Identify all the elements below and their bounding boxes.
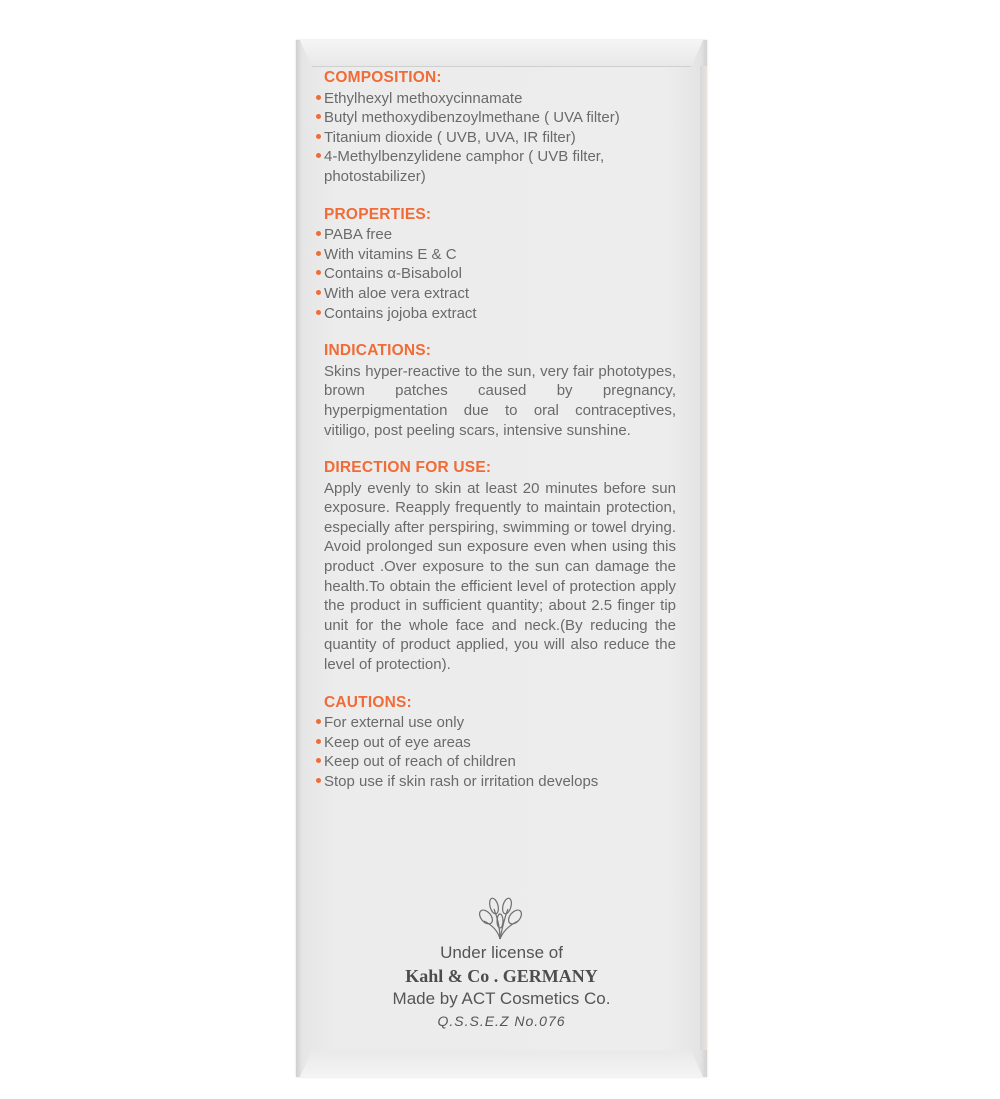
box-side-edge <box>700 66 707 1050</box>
list-item: Butyl methoxydibenzoylmethane ( UVA filter) <box>316 108 676 128</box>
license-text: Under license of <box>440 943 563 962</box>
list-item: For external use only <box>316 713 676 733</box>
bullet-icon <box>316 231 321 236</box>
direction-section <box>316 458 676 675</box>
list-item: Contains α-Bisabolol <box>316 264 676 284</box>
maker-text: Made by ACT Cosmetics Co. <box>392 989 611 1008</box>
indications-heading: INDICATIONS: <box>324 342 432 360</box>
list-item: Ethylhexyl methoxycinnamate <box>316 89 676 109</box>
indications-section <box>316 341 676 440</box>
direction-heading: DIRECTION FOR USE: <box>324 459 492 477</box>
properties-list <box>316 225 676 323</box>
bullet-icon <box>316 310 321 315</box>
bullet-icon <box>316 270 321 275</box>
bullet-icon <box>316 719 321 724</box>
list-item: Keep out of reach of children <box>316 752 676 772</box>
bullet-icon <box>316 134 321 139</box>
list-item: Titanium dioxide ( UVB, UVA, IR filter) <box>316 128 676 148</box>
bullet-icon <box>316 290 321 295</box>
bullet-icon <box>316 758 321 763</box>
flower-logo-icon <box>470 895 530 945</box>
list-item: PABA free <box>316 225 676 245</box>
cautions-heading: CAUTIONS: <box>324 693 412 711</box>
manufacturer-info <box>296 942 707 1032</box>
list-item: Stop use if skin rash or irritation develops <box>316 772 676 792</box>
bullet-icon <box>316 778 321 783</box>
direction-text: Apply evenly to skin at least 20 minutes before sun exposure. Reapply frequently to maintain protection, especially after perspiring, swimming or towel drying. Avoid prolonged sun exposure even when using this product .Over exposure to the sun can damage the health.To obtain the efficient level of protection apply the product in sufficient quantity; about 2.5 finger tip unit for the whole face and neck.(By reducing the quantity of product applied, you will also reduce the level of protection). <box>324 479 676 674</box>
list-item: 4-Methylbenzylidene camphor ( UVB filter, photostabilizer) <box>316 147 676 186</box>
label-text <box>316 68 676 810</box>
bullet-icon <box>316 114 321 119</box>
license-code: Q.S.S.E.Z No.076 <box>437 1013 566 1029</box>
properties-heading: PROPERTIES: <box>324 205 432 223</box>
bullet-icon <box>316 251 321 256</box>
box-top-flap <box>300 40 703 67</box>
list-item: With vitamins E & C <box>316 245 676 265</box>
bullet-icon <box>316 153 321 158</box>
composition-list <box>316 89 676 187</box>
list-item: Keep out of eye areas <box>316 733 676 753</box>
list-item: With aloe vera extract <box>316 284 676 304</box>
composition-section <box>316 68 676 187</box>
indications-text: Skins hyper-reactive to the sun, very fair phototypes, brown patches caused by pregnancy, hyperpigmentation due to oral contraceptives, vitiligo, post peeling scars, intensive sunshine. <box>324 362 676 439</box>
composition-heading: COMPOSITION: <box>324 69 442 86</box>
bullet-icon <box>316 95 321 100</box>
list-item: Contains jojoba extract <box>316 304 676 324</box>
bullet-icon <box>316 739 321 744</box>
properties-section <box>316 205 676 324</box>
company-name: Kahl & Co . GERMANY <box>405 966 598 986</box>
box-bottom-flap <box>300 1050 703 1077</box>
cautions-section <box>316 693 676 792</box>
cautions-list <box>316 713 676 791</box>
